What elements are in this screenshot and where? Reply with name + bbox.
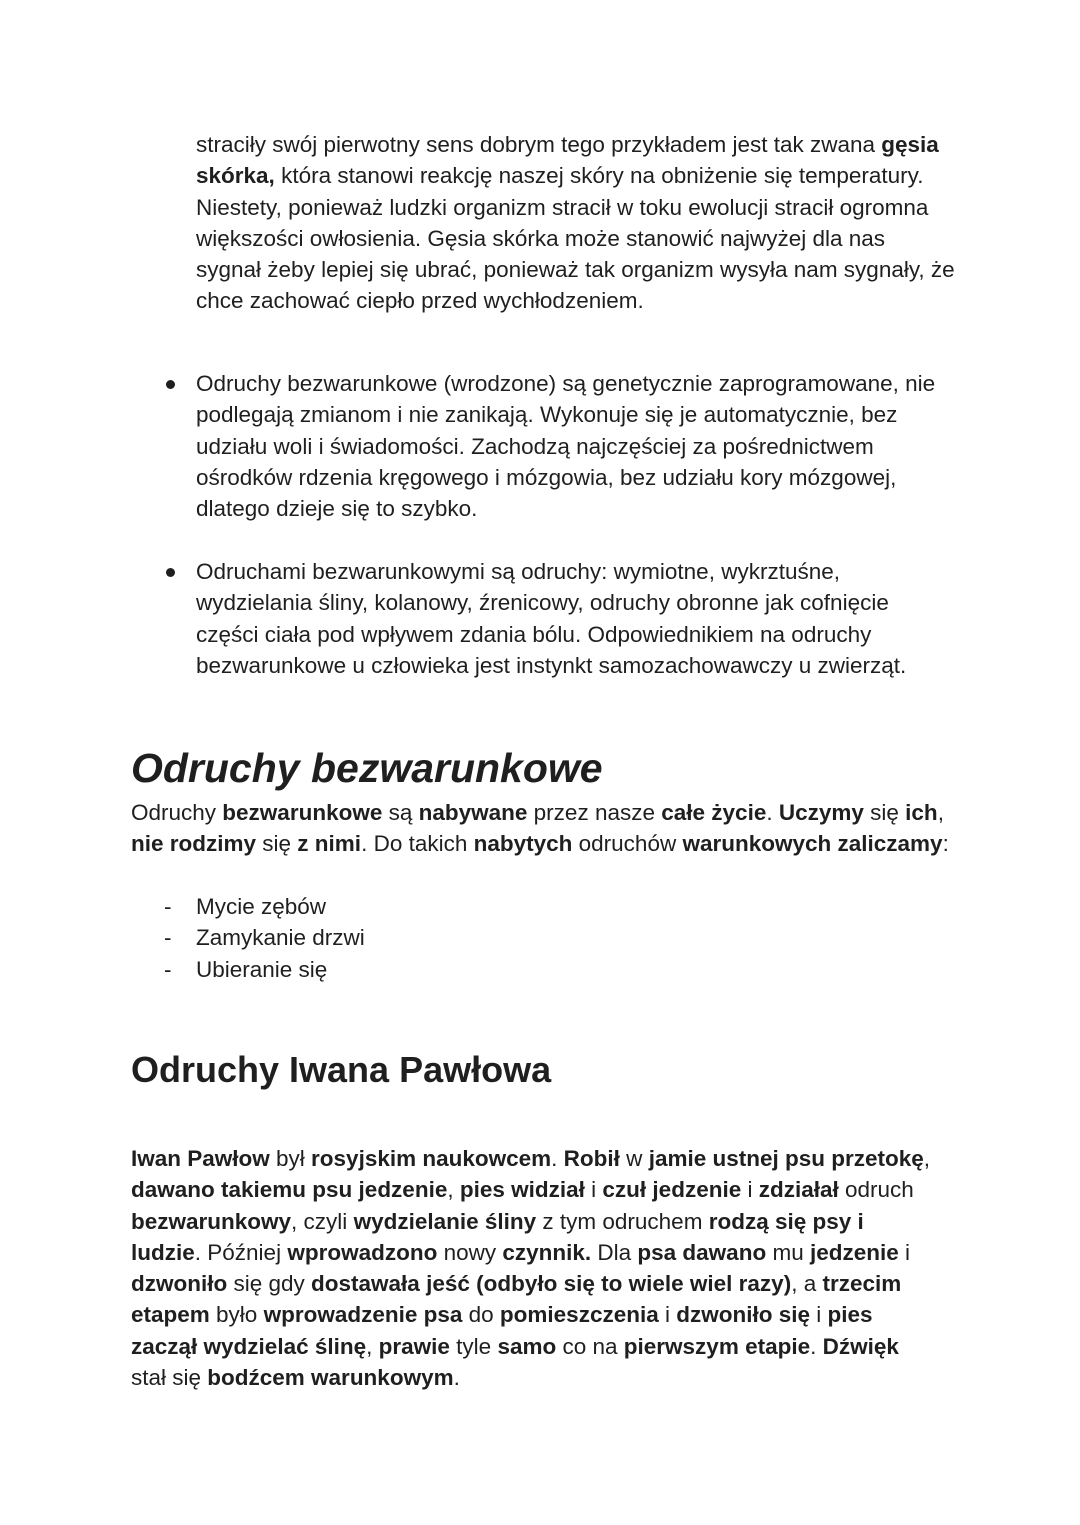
bold-span: prawie (378, 1333, 450, 1359)
list-item (131, 922, 365, 953)
text-span: mu (766, 1239, 810, 1265)
bold-span: gęsia skórka, (196, 132, 939, 189)
bold-span: bodźcem warunkowym (207, 1365, 454, 1391)
text-span: , (366, 1333, 379, 1359)
text-span: i (658, 1302, 677, 1328)
intro-paragraph (196, 129, 956, 317)
list-item-text: Mycie zębów (196, 894, 327, 919)
bold-span: samo (497, 1333, 557, 1359)
bold-span: rodzą się psy i ludzie (131, 1208, 864, 1265)
bullet-dot-icon (166, 380, 175, 389)
bold-span: Uczymy (778, 800, 864, 825)
list-item (131, 891, 365, 922)
text-span: z tym odruchem (536, 1208, 709, 1234)
bold-span: psa dawano (637, 1239, 767, 1265)
bold-span: zdziałał (758, 1177, 839, 1203)
bullet-text: Odruchami bezwarunkowymi są odruchy: wymiotne, wykrztuśne, wydzielania śliny, kolanowy, źrenicowy, odruchy obronne jak cofnięcie części ciała pod wpływem zdania bólu. Odpowiednikiem na odruchy bezwarunkowe u człowieka jest instynkt samozachowawczy u zwierząt. (196, 559, 907, 678)
text-span: Dla (591, 1239, 638, 1265)
text-span: , czyli (291, 1208, 354, 1234)
bold-span: pies widział (459, 1177, 585, 1203)
text-span: się (863, 800, 906, 825)
bold-span: dostawała jeść (odbyło się to wiele wiel razy) (311, 1271, 792, 1297)
bold-span: Dźwięk (822, 1333, 899, 1359)
bold-span: dawano takiemu psu jedzenie (131, 1177, 448, 1203)
text-span: . (810, 1333, 823, 1359)
text-span: straciły swój pierwotny sens dobrym tego przykładem jest tak zwana (196, 132, 882, 157)
text-span: i (584, 1177, 603, 1203)
text-span: , (937, 800, 944, 825)
text-span: . Później (194, 1239, 288, 1265)
bold-span: jamie ustnej psu przetokę (648, 1146, 924, 1171)
bullet-item-unconditioned-examples (196, 556, 956, 681)
text-span: stał się (131, 1365, 208, 1391)
bold-span: warunkowych zaliczamy (682, 831, 943, 857)
list-item-text: Zamykanie drzwi (196, 925, 365, 951)
text-span: był (269, 1146, 312, 1171)
text-span: i (741, 1177, 759, 1203)
text-span: się gdy (227, 1271, 312, 1297)
list-item (131, 954, 365, 985)
section1-paragraph (131, 797, 951, 860)
bold-span: bezwarunkowe (222, 800, 383, 825)
bold-span: nabytych (473, 831, 573, 857)
text-span: było (209, 1302, 264, 1328)
bold-span: wydzielanie śliny (353, 1208, 537, 1234)
bold-span: całe życie (661, 800, 767, 825)
text-span: są (382, 800, 419, 825)
text-span: i (898, 1239, 910, 1265)
text-span: się (256, 831, 298, 857)
bold-span: dzwoniło się (676, 1302, 811, 1328)
bold-span: z nimi (297, 831, 362, 857)
bold-span: pies zaczął wydzielać ślinę (131, 1302, 873, 1359)
text-span: nowy (437, 1239, 503, 1265)
section2-paragraph (131, 1143, 931, 1393)
text-span: , (447, 1177, 460, 1203)
text-span: : (942, 831, 949, 857)
text-span: . (766, 800, 779, 825)
dash-marker: - (164, 956, 172, 982)
bold-span: jedzenie (809, 1239, 899, 1265)
bold-span: wprowadzono (287, 1239, 438, 1265)
text-span: co na (556, 1333, 624, 1359)
dash-marker: - (164, 894, 172, 919)
bold-span: nabywane (418, 800, 528, 825)
bold-span: pierwszym etapie (623, 1333, 811, 1359)
section-heading-unconditioned: Odruchy bezwarunkowe (131, 745, 603, 791)
learned-reflexes-list (131, 891, 365, 985)
bold-span: wprowadzenie psa (263, 1302, 463, 1328)
text-span: która stanowi reakcję naszej skóry na obniżenie się temperatury. Niestety, ponieważ ludzki organizm stracił w toku ewolucji stracił ogromna większości owłosienia. Gęsia skórka może stanowić najwyżej dla nas sygnał żeby lepiej się ubrać, ponieważ tak organizm wysyła nam sygnały, że chce zachować ciepło przed wychłodzeniem. (196, 163, 955, 314)
text-span: i (810, 1302, 828, 1328)
text-span: , (923, 1146, 931, 1171)
text-span: odruchów (572, 831, 683, 857)
bold-span: pomieszczenia (499, 1302, 659, 1328)
text-span: Odruchy (131, 800, 223, 825)
dash-marker: - (164, 925, 172, 951)
bullet-text: Odruchy bezwarunkowe (wrodzone) są genetycznie zaprogramowane, nie podlegają zmianom i nie zanikają. Wykonuje się je automatycznie, bez udziału woli i świadomości. Zachodzą najczęściej za pośrednictwem ośrodków rdzenia kręgowego i mózgowia, bez udziału kory mózgowej, dlatego dzieje się to szybko. (196, 371, 936, 522)
text-span: . Do takich (361, 831, 474, 857)
text-span: przez nasze (527, 800, 662, 825)
bold-span: czuł jedzenie (602, 1177, 742, 1203)
bold-span: Robił (563, 1146, 620, 1171)
text-span: odruch (838, 1177, 914, 1203)
bullet-item-unconditioned-definition (196, 368, 956, 524)
bold-span: nie rodzimy (131, 831, 257, 857)
bullet-dot-icon (166, 568, 175, 577)
bold-span: czynnik. (502, 1239, 592, 1265)
bold-span: rosyjskim naukowcem (311, 1146, 552, 1171)
text-span: . (551, 1146, 564, 1171)
text-span: . (453, 1365, 460, 1391)
bold-span: ich (905, 800, 938, 825)
text-span: tyle (449, 1333, 498, 1359)
text-span: w (619, 1146, 649, 1171)
section-heading-pavlov: Odruchy Iwana Pawłowa (131, 1049, 552, 1090)
bold-span: Iwan Pawłow (131, 1146, 270, 1171)
bold-span: bezwarunkowy (131, 1208, 292, 1234)
bold-span: dzwoniło (131, 1271, 228, 1297)
bold-span: trzecim etapem (131, 1271, 902, 1328)
text-span: do (462, 1302, 500, 1328)
text-span: , a (791, 1271, 823, 1297)
list-item-text: Ubieranie się (196, 956, 328, 982)
